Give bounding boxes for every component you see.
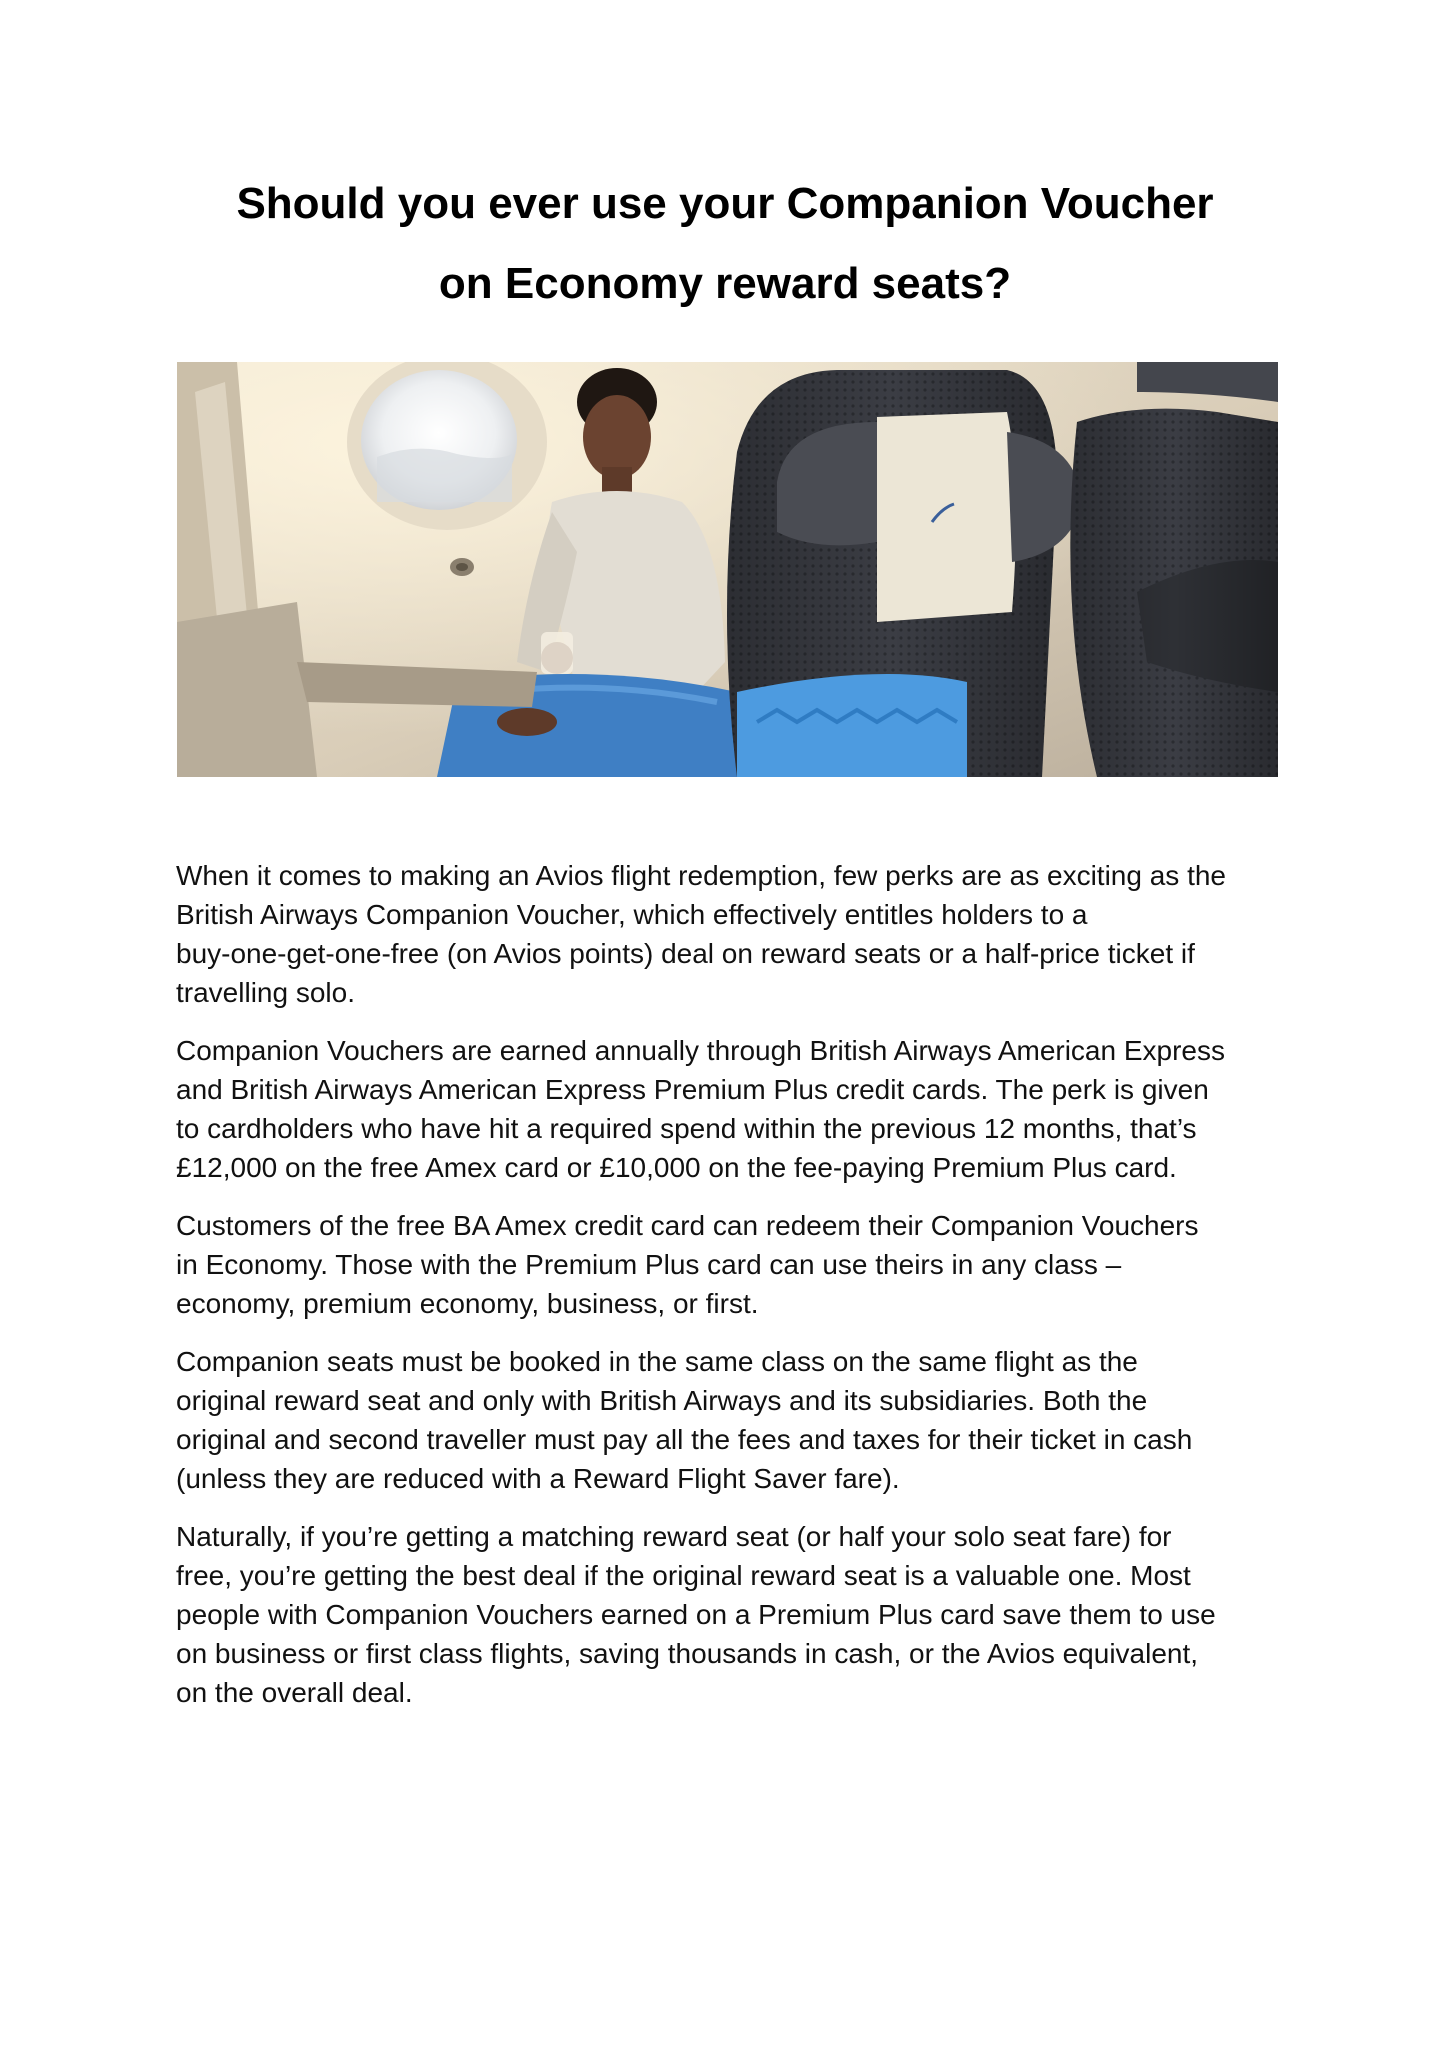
article-title-line-2: on Economy reward seats?: [438, 259, 1012, 308]
article-title: [0, 164, 1450, 324]
paragraph-5: Naturally, if you’re getting a matching reward seat (or half your solo seat fare) for free, you’re getting the best deal if the original reward seat is a valuable one. Most people with Companion Vouchers earned on a Premium Plus card save them to use on business or first class flights, saving thousands in cash, or the Avios equivalent, on the overall deal.: [176, 1521, 1216, 1708]
paragraph-2: Companion Vouchers are earned annually through British Airways American Express and British Airways American Express Premium Plus credit cards. The perk is given to cardholders who have hit a required spend within the previous 12 months, that’s £12,000 on the free Amex card or £10,000 on the fee-paying Premium Plus card.: [176, 1035, 1226, 1183]
paragraph-1: When it comes to making an Avios flight redemption, few perks are as exciting as the British Airways Companion Voucher, which effectively entitles holders to a buy-one-get-one-free (on Avios points) deal on reward seats or a half-price ticket if travelling solo.: [176, 860, 1226, 1008]
paragraph-4: Companion seats must be booked in the same class on the same flight as the original reward seat and only with British Airways and its subsidiaries. Both the original and second traveller must pay all the fees and taxes for their ticket in cash (unless they are reduced with a Reward Flight Saver fare).: [176, 1346, 1193, 1494]
hero-image: [177, 362, 1278, 777]
article-body: [176, 856, 1286, 1731]
paragraph-3: Customers of the free BA Amex credit card can redeem their Companion Vouchers in Economy. Those with the Premium Plus card can use theirs in any class – economy, premium economy, business, or first.: [176, 1210, 1199, 1319]
article-title-line-1: Should you ever use your Companion Voucher: [236, 179, 1214, 228]
